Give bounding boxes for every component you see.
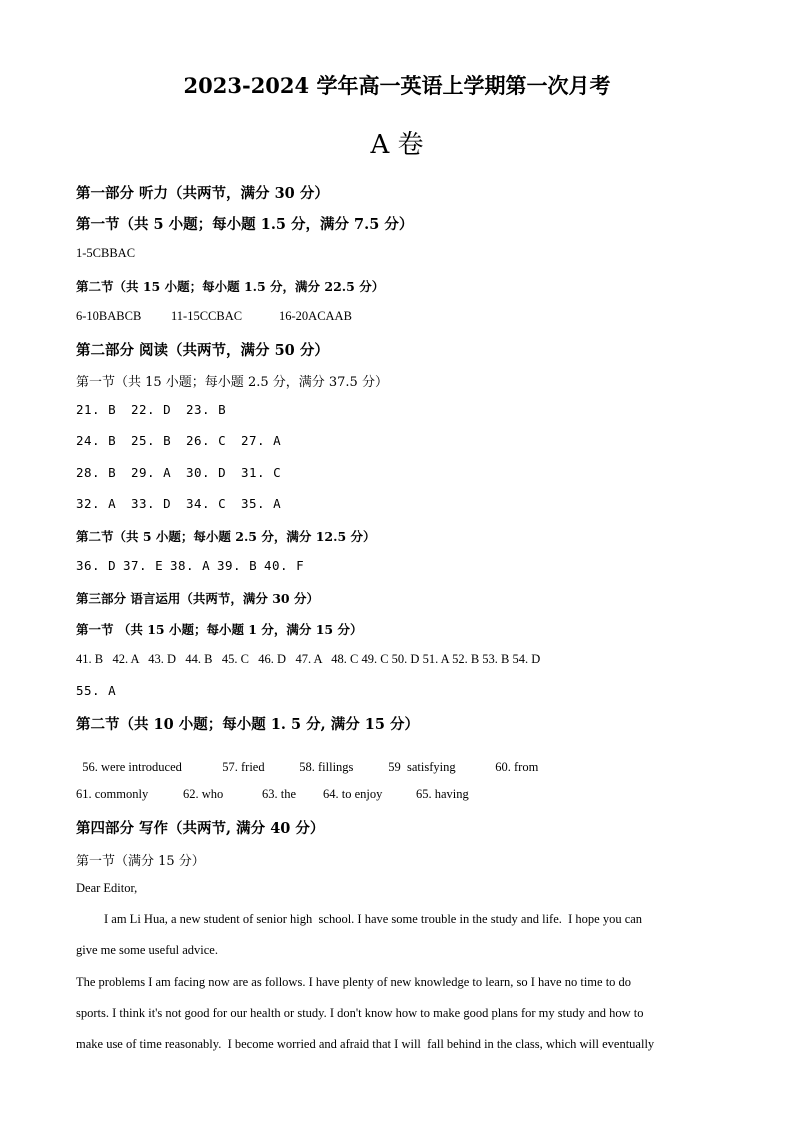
part2-sec1-heading: 第一节（共 15 小题；每小题 2.5 分，满分 37.5 分） [76, 375, 388, 390]
letter-line: sports. I think it's not good for our health or study. I don't know how to make good plans for my study and how to [76, 1006, 644, 1020]
answer-item: 29. A [131, 465, 172, 480]
part2-sec2-heading: 第二节（共 5 小题；每小题 2.5 分，满分 12.5 分） [76, 529, 376, 544]
part2-sec2-answers [76, 558, 304, 573]
answer-item: 27. A [241, 433, 282, 448]
answer-item: 40. F [264, 558, 305, 573]
part3-sec1-answers-line2: 55. A [76, 683, 117, 698]
answer-item: 62. who [183, 787, 224, 801]
part3-sec2-row2 [76, 787, 469, 802]
answer-item: 28. B [76, 465, 117, 480]
answer-item: 23. B [186, 402, 227, 417]
answer-item: 32. A [76, 496, 117, 511]
part1-sec1-answers: 1-5CBBAC [76, 246, 136, 260]
answer-item: 21. B [76, 402, 117, 417]
answer-item: 31. C [241, 465, 282, 480]
answer-row [76, 402, 226, 417]
part1-heading: 第一部分 听力（共两节，满分 30 分） [76, 185, 329, 202]
letter-salutation: Dear Editor, [76, 881, 138, 895]
part3-sec2-heading: 第二节（共 10 小题；每小题 1. 5 分, 满分 15 分） [76, 716, 420, 733]
part4-heading: 第四部分 写作（共两节, 满分 40 分） [76, 820, 325, 837]
answer-item: 39. B [217, 558, 258, 573]
part3-heading: 第三部分 语言运用（共两节，满分 30 分） [76, 591, 319, 606]
part1-sec2-answers [76, 309, 352, 324]
page-subtitle: A 卷 [370, 130, 424, 160]
answer-item: 36. D [76, 558, 117, 573]
answer-item: 35. A [241, 496, 282, 511]
answer-item: 22. D [131, 402, 172, 417]
answer-item: 37. E [123, 558, 164, 573]
answer-row [76, 496, 281, 511]
part4-sec1-heading: 第一节（满分 15 分） [76, 854, 205, 869]
answer-group: 16-20ACAAB [279, 309, 352, 323]
answer-row [76, 465, 281, 480]
answer-row [76, 433, 281, 448]
part3-sec1-heading: 第一节 （共 15 小题；每小题 1 分，满分 15 分） [76, 622, 363, 637]
answer-item: 56. were introduced [82, 760, 182, 774]
page-title: 2023-2024 学年高一英语上学期第一次月考 [183, 73, 611, 98]
answer-item: 60. from [495, 760, 539, 774]
answer-item: 26. C [186, 433, 227, 448]
answer-group: 11-15CCBAC [171, 309, 243, 323]
answer-item: 34. C [186, 496, 227, 511]
letter-line: I am Li Hua, a new student of senior high school. I have some trouble in the study and life. I hope you can [104, 912, 643, 926]
answer-item: 61. commonly [76, 787, 149, 801]
answer-item: 24. B [76, 433, 117, 448]
part1-sec1-heading: 第一节（共 5 小题；每小题 1.5 分，满分 7.5 分） [76, 216, 414, 233]
letter-line: make use of time reasonably. I become worried and afraid that I will fall behind in the class, which will eventually [76, 1037, 655, 1051]
answer-item: 57. fried [222, 760, 265, 774]
part2-heading: 第二部分 阅读（共两节，满分 50 分） [76, 342, 329, 359]
answer-group: 6-10BABCB [76, 309, 142, 323]
answer-item: 30. D [186, 465, 227, 480]
letter-line: The problems I am facing now are as follows. I have plenty of new knowledge to learn, so I have no time to do [76, 975, 632, 989]
part1-sec2-heading: 第二节（共 15 小题；每小题 1.5 分，满分 22.5 分） [76, 279, 385, 294]
answer-item: 33. D [131, 496, 172, 511]
letter-line: give me some useful advice. [76, 943, 218, 957]
answer-item: 59 satisfying [388, 760, 456, 774]
answer-item: 25. B [131, 433, 172, 448]
answer-item: 65. having [416, 787, 469, 801]
answer-item: 58. fillings [299, 760, 354, 774]
answer-item: 38. A [170, 558, 211, 573]
part3-sec2-row1 [76, 745, 538, 775]
answer-item: 63. the [262, 787, 297, 801]
part3-sec1-answers-line1: 41. B 42. A 43. D 44. B 45. C 46. D 47. A 48. C 49. C 50. D 51. A 52. B 53. B 54. D [76, 652, 541, 666]
answer-item: 64. to enjoy [323, 787, 383, 801]
